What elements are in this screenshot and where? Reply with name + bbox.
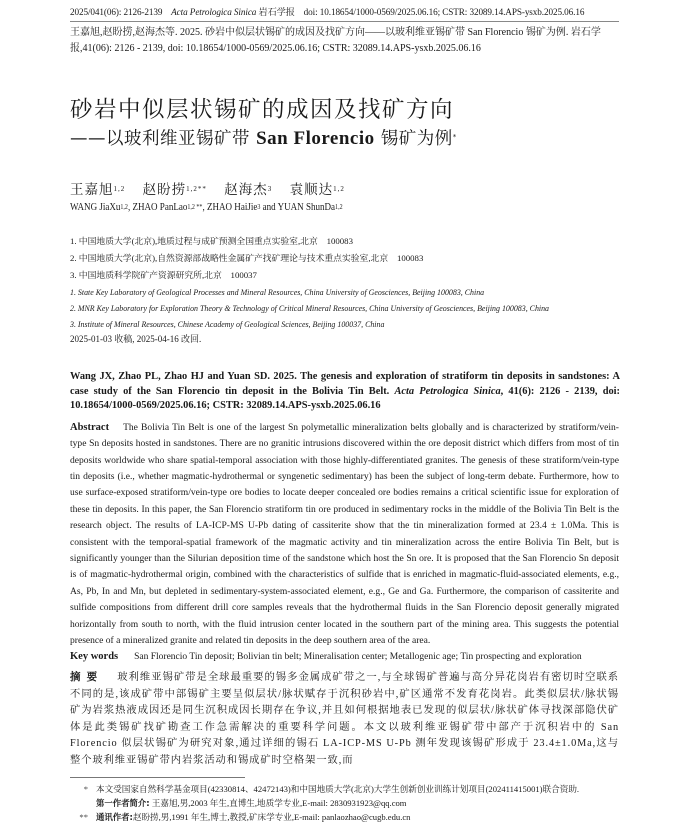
abstract-text: The Bolivia Tin Belt is one of the largest Sn polymetallic mineralization belts globally and is characterized by stratiform/vein-type Sn deposits hosted in sandstones. There are no granitic intrusions discovered within the ore deposit district which differs from most of tin deposits worldwide who share spatial-temporal association with those highly-differentiated granites. The genesis of these stratiform/vein-type tin deposits (i.e., whether magmatic-hydrothermal or syngenetic sedimentary) has been the subject of long-term debate. Furthermore, how to use surface-exposed stratiform/vein-type ore bodies to locate deeper concealed ore bodies remains a critical scientific issue for exploration of these tin deposits. In this paper, the San Florencio stratiform tin ore produced in sedimentary rocks in the middle of the Bolivia Tin Belt is the research object. The results of LA-ICP-MS U-Pb dating of cassiterite show that the tin mineralization formed at 23.4 ± 1.0Ma. This is consistent with the temporal-spatial framework of the magmatic activity and tin mineralization across the entire Bolivia Tin Belt, but is significantly younger than the Silurian deposition time of the sandstone which host the Sn ore. It is proposed that the San Florencio Sn deposit is of magmatic-hydrothermal origin, combined with the characteristics of sulfide that is enriched in magmatic-fluid-associated elements, e.g., As, Pb, In and Mn, but depleted in sedimentary-system-associated element, e.g., Ge and Ga. Furthermore, the comparison of cassiterite and sulfide compositions from different drill core samples reveals that the hydrothermal fluids in the San Florencio deposit generally migrated horizontally from south to north, with the fluid intrusion center located in the southern part of the mining area. This suggests the potential presence of a mineralized granite and related tin deposits in the deep southern area of the area.: [70, 421, 619, 647]
authors-en: [70, 201, 543, 215]
abstract-en: [70, 420, 619, 650]
author-cn: 王嘉旭$^{1,2}$: [70, 182, 126, 197]
doi-cstr: doi: 10.18654/1000-0569/2025.06.16; CSTR: 32089.14.APS-ysxb.2025.06.16: [303, 7, 585, 17]
authors-cn: [70, 181, 620, 199]
paper-title: 砂岩中似层状锡矿的成因及找矿方向: [70, 97, 455, 123]
abstract-cn-text: 玻利维亚锡矿带是全球最重要的锡多金属成矿带之一,与全球锡矿普遍与高分异花岗岩有密切时空联系不同的是,该成矿带中部锡矿主要呈似层状/脉状赋存于沉积砂岩中,矿区通常不发育花岗岩。此类似层状/脉状锡矿为岩浆热液成因还是同生沉积成因长期存在争议,并且如何根据地表已发现的似层状/脉状矿体寻找深部隐伏矿体是此类锡矿找矿勘查工作急需解决的重要科学问题。本文以玻利维亚锡矿带中部产于沉积岩中的 San Florencio 似层状锡矿为研究对象,通过详细的锡石 LA-ICP-MS U-Pb 测年发现该锡矿形成于 23.4±1.0Ma,这与整个玻利维亚锡矿带内岩浆活动和锡成矿时空格架一致,而: [70, 672, 620, 766]
affiliation-en-3: 3. Institute of Mineral Resources, Chinese Academy of Geological Sciences, Beijing 100037, China: [70, 319, 385, 329]
journal-name-cn: 岩石学报: [258, 7, 295, 17]
keywords-label: Key words: [70, 651, 119, 663]
affiliation-en-1: 1. State Key Laboratory of Geological Processes and Mineral Resources, China University of Geosciences, Beijing 100083, China: [70, 287, 485, 297]
volume-pages: 2025/041(06): 2126-2139: [70, 7, 163, 17]
author-en: ZHAO HaiJie$^3$ and: [206, 202, 278, 213]
article-first-page: [70, 0, 620, 828]
abstract-cn-label: 摘要: [70, 671, 104, 684]
author-cn: 赵盼捞$^{1,2**}$: [142, 182, 207, 197]
journal-name-en: Acta Petrologica Sinica: [171, 7, 257, 17]
subtitle-deposit-name: San Florencio: [256, 128, 375, 149]
citation-en: Wang JX, Zhao PL, Zhao HJ and Yuan SD. 2025. The genesis and exploration of stratiform tin deposits in sandstones: A case study of the San Florencio tin deposit in the Bolivia Tin Belt. Acta Petrologica Sinica, 41(6): 2126 - 2139, doi: 10.18654/1000-0569/2025.06.16; CSTR: 32089.14.APS-ysxb.2025.06.16: [70, 371, 621, 412]
author-cn: 赵海杰$^3$: [224, 182, 273, 197]
affiliation-en-2: 2. MNR Key Laboratory for Exploration Theory & Technology of Critical Mineral Resources, China University of Geosciences, Beijing 100083, China: [70, 303, 550, 313]
keywords-text: San Florencio Tin deposit; Bolivian tin belt; Mineralisation center; Metallogenic age; Tin prospecting and exploration: [134, 652, 582, 663]
subtitle-suffix: 锡矿为例: [380, 129, 453, 149]
paper-subtitle: [70, 127, 620, 151]
running-header: [70, 6, 620, 18]
abstract-label: Abstract: [70, 421, 110, 433]
footnote-first-author: 第一作者简介: 王嘉旭,男,2003 年生,直博生,地质学专业,E-mail: 2830931923@qq.com: [96, 798, 407, 809]
abstract-cn: [70, 669, 619, 769]
footnote-funding: * 本文受国家自然科学基金项目(42330814、42472143)和中国地质大学(北京)大学生创新创业训练计划项目(202411415001)联合资助.: [83, 784, 580, 795]
citation-journal: Acta Petrologica Sinica: [394, 385, 501, 397]
author-en: ZHAO PanLao$^{1,2 **}$,: [132, 202, 207, 213]
citation-cn: 王嘉旭,赵盼捞,赵海杰等. 2025. 砂岩中似层状锡矿的成因及找矿方向——以玻利维亚锡矿带 San Florencio 锡矿为例. 岩石学报,41(06): 2126 - 2139, doi: 10.18654/1000-0569/2025.06.16; CSTR: 32089.14.APS-ysxb.2025.06.16: [70, 27, 601, 54]
subtitle-prefix: ——以玻利维亚锡矿带: [70, 129, 250, 149]
keywords-en: [70, 649, 619, 665]
funding-footnote-mark: *: [452, 133, 457, 141]
footnote-corresponding-author: ** 通讯作者:赵盼捞,男,1991 年生,博士,教授,矿床学专业,E-mail: panlaozhao@cugb.edu.cn: [79, 812, 411, 823]
affiliation-cn-3: 3. 中国地质科学院矿产资源研究所,北京 100037: [70, 270, 257, 280]
affiliation-cn-1: 1. 中国地质大学(北京),地质过程与成矿预测全国重点实验室,北京 100083: [70, 236, 353, 246]
author-en: WANG JiaXu$^{1,2}$,: [70, 202, 133, 213]
affiliations: [70, 233, 620, 346]
footnote-divider: [70, 777, 245, 778]
author-cn: 袁顺达$^{1,2}$: [289, 182, 345, 197]
header-divider: [70, 21, 619, 22]
affiliation-cn-2: 2. 中国地质大学(北京),自然资源部战略性金属矿产找矿理论与技术重点实验室,北京 100083: [70, 253, 424, 263]
received-revised-dates: 2025-01-03 收稿, 2025-04-16 改回.: [70, 334, 202, 344]
author-en: YUAN ShunDa$^{1,2}$: [277, 202, 343, 213]
footnotes: [70, 782, 620, 828]
